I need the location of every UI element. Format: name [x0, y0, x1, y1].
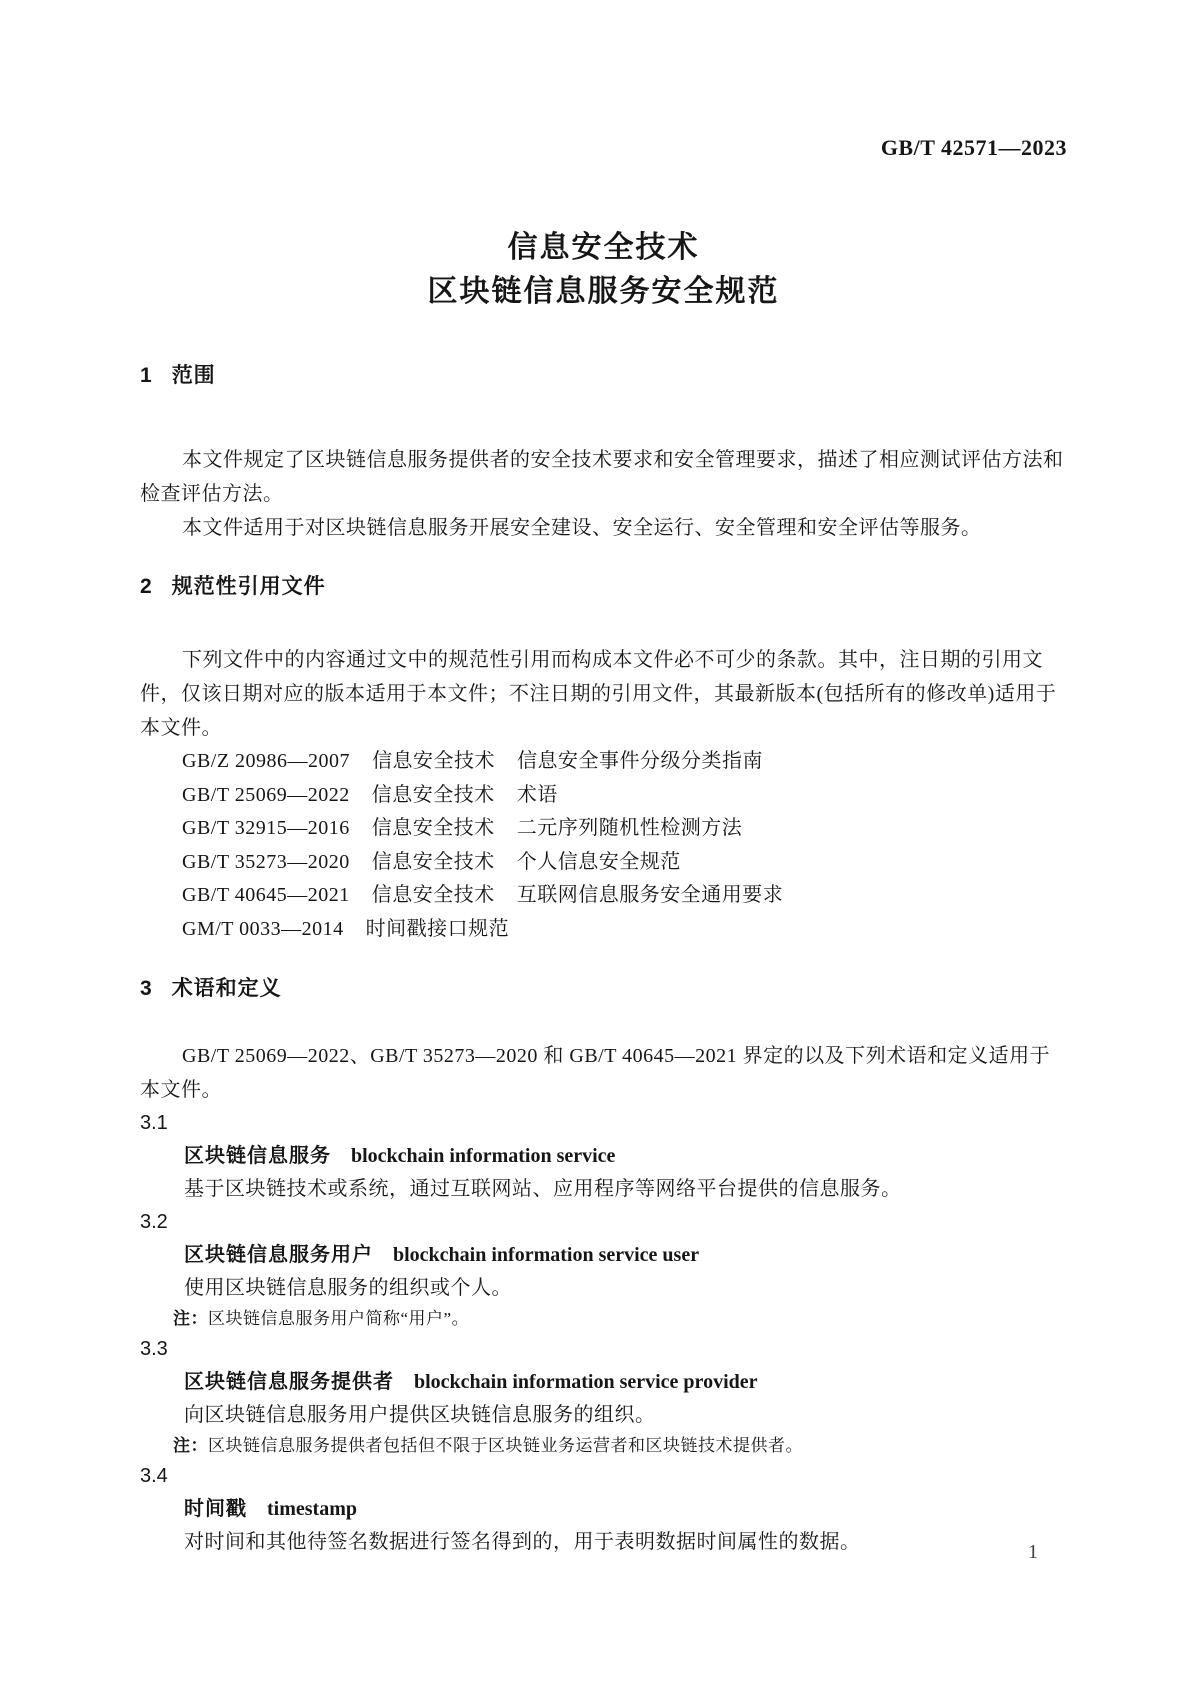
- term-definition: 基于区块链技术或系统，通过互联网站、应用程序等网络平台提供的信息服务。: [184, 1178, 902, 1200]
- term-number: 3.3: [140, 1338, 168, 1360]
- section-1-number: 1: [140, 364, 152, 387]
- reference-item: [182, 745, 1067, 779]
- section-1-title: 范围: [171, 364, 216, 387]
- term-definition: 对时间和其他待签名数据进行签名得到的，用于表明数据时间属性的数据。: [184, 1531, 861, 1553]
- reference-item: [182, 846, 1067, 880]
- scope-paragraph-1: 本文件规定了区块链信息服务提供者的安全技术要求和安全管理要求，描述了相应测试评估方法和检查评估方法。: [140, 449, 1064, 505]
- section-3-heading: [140, 978, 1067, 999]
- term-definition: 向区块链信息服务用户提供区块链信息服务的组织。: [184, 1404, 656, 1426]
- document-title-line2: 区块链信息服务安全规范: [427, 275, 780, 308]
- reference-code: GM/T 0033—2014: [182, 917, 344, 940]
- scope-paragraph-2: 本文件适用于对区块链信息服务开展安全建设、安全运行、安全管理和安全评估等服务。: [182, 517, 982, 539]
- term-3-2: [140, 1206, 1067, 1333]
- section-3-title: 术语和定义: [171, 977, 282, 1000]
- reference-title: 时间戳接口规范: [365, 917, 510, 940]
- reference-item: [182, 913, 1067, 947]
- reference-field: 信息安全技术: [371, 783, 495, 806]
- reference-code: GB/T 25069—2022: [182, 783, 350, 806]
- section-3-number: 3: [140, 977, 152, 1000]
- term-heading: [140, 1140, 1067, 1173]
- term-name-en: blockchain information service provider: [414, 1371, 758, 1393]
- note-text: 区块链信息服务用户简称“用户”。: [208, 1309, 470, 1328]
- term-note: [173, 1305, 1067, 1333]
- term-name-en: timestamp: [267, 1498, 357, 1520]
- term-name-zh: 区块链信息服务: [184, 1145, 331, 1167]
- reference-title: 信息安全事件分级分类指南: [517, 750, 764, 772]
- term-name-zh: 时间戳: [184, 1498, 247, 1520]
- term-number: 3.2: [140, 1211, 168, 1233]
- note-label: 注：: [173, 1436, 208, 1455]
- reference-item: [182, 779, 1067, 813]
- reference-title: 术语: [516, 783, 558, 806]
- term-heading: [140, 1239, 1067, 1272]
- reference-code: GB/T 35273—2020: [182, 850, 350, 873]
- term-number: 3.4: [140, 1465, 168, 1487]
- term-name-zh: 区块链信息服务用户: [184, 1244, 373, 1266]
- reference-code: GB/T 32915—2016: [182, 817, 350, 839]
- standard-code: GB/T 42571—2023: [880, 135, 1067, 160]
- section-2-title: 规范性引用文件: [171, 575, 326, 598]
- term-name-zh: 区块链信息服务提供者: [184, 1371, 394, 1393]
- reference-field: 信息安全技术: [371, 817, 495, 839]
- term-name-en: blockchain information service user: [393, 1244, 700, 1266]
- document-title-line1: 信息安全技术: [507, 231, 700, 264]
- normative-reference-list: [140, 745, 1067, 946]
- reference-title: 互联网信息服务安全通用要求: [516, 884, 784, 906]
- note-text: 区块链信息服务提供者包括但不限于区块链业务运营者和区块链技术提供者。: [208, 1436, 803, 1455]
- term-number: 3.1: [140, 1112, 168, 1134]
- terms-intro: GB/T 25069—2022、GB/T 35273—2020 和 GB/T 40645—2021 界定的以及下列术语和定义适用于本文件。: [140, 1045, 1051, 1101]
- document-title: [140, 226, 1067, 314]
- reference-title: 个人信息安全规范: [516, 850, 681, 873]
- term-3-4: [140, 1460, 1067, 1559]
- reference-field: 信息安全技术: [371, 850, 495, 873]
- reference-item: [182, 879, 1067, 913]
- term-3-1: [140, 1107, 1067, 1206]
- note-label: 注：: [173, 1309, 208, 1328]
- reference-field: 信息安全技术: [372, 750, 496, 772]
- term-name-en: blockchain information service: [351, 1145, 616, 1167]
- term-note: [173, 1432, 1067, 1460]
- term-heading: [140, 1366, 1067, 1399]
- term-definition: 使用区块链信息服务的组织或个人。: [184, 1277, 512, 1299]
- reference-code: GB/T 40645—2021: [182, 884, 350, 906]
- normative-references-intro: 下列文件中的内容通过文中的规范性引用而构成本文件必不可少的条款。其中，注日期的引用文件，仅该日期对应的版本适用于本文件；不注日期的引用文件，其最新版本(包括所有的修改单)适用于本文件。: [140, 649, 1057, 739]
- term-3-3: [140, 1333, 1067, 1460]
- section-2-number: 2: [140, 575, 152, 598]
- reference-title: 二元序列随机性检测方法: [516, 817, 743, 839]
- term-heading: [140, 1493, 1067, 1526]
- section-1-heading: [140, 365, 1067, 386]
- section-2-heading: [140, 576, 1067, 597]
- reference-item: [182, 812, 1067, 846]
- reference-field: 信息安全技术: [371, 884, 495, 906]
- page-number: 1: [1028, 1541, 1038, 1563]
- reference-code: GB/Z 20986—2007: [182, 750, 351, 772]
